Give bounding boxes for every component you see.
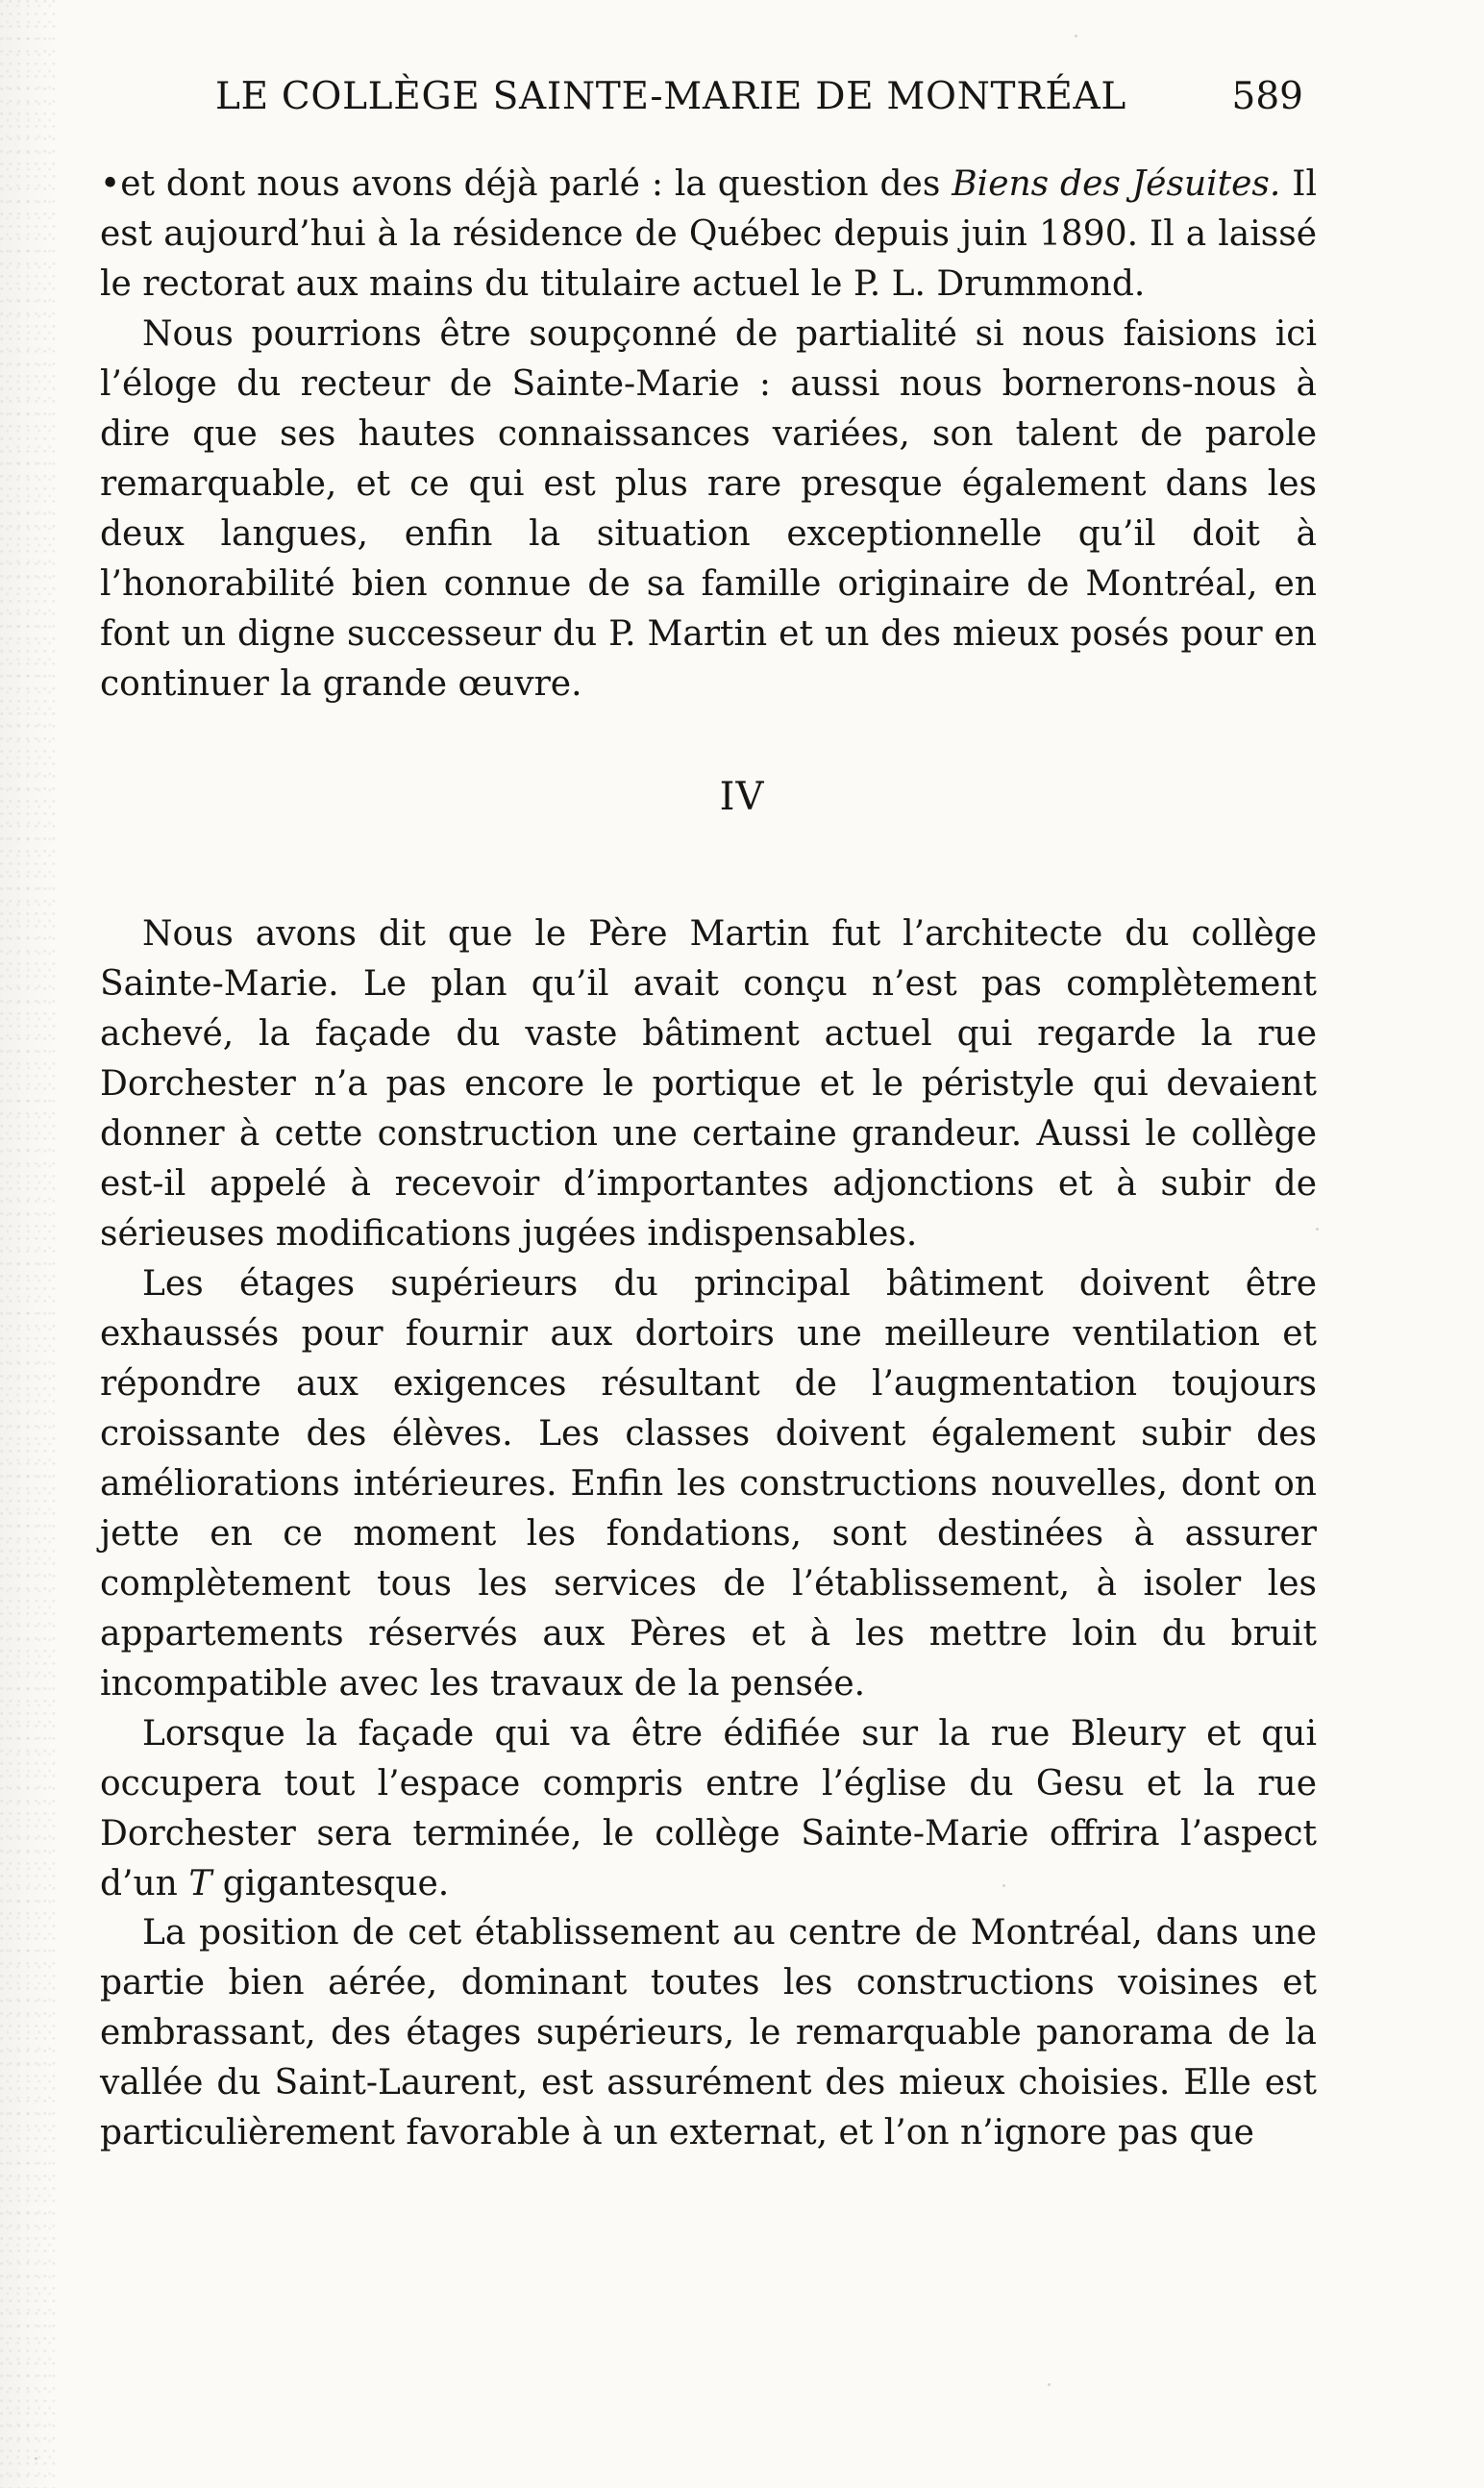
paragraph-5-italic-letter: T bbox=[188, 1864, 212, 1903]
paragraph-1 bbox=[100, 160, 1317, 310]
scan-dust-mark bbox=[1002, 1884, 1005, 1887]
page-edge-shadow bbox=[0, 0, 56, 2488]
paragraph-5-text bbox=[100, 1709, 1317, 1909]
paragraph-3-text: Nous avons dit que le Père Martin fut l’architecte du collège Sainte-Marie. Le plan qu’il avait conçu n’est pas complètement achevé, la façade du vaste bâtiment actuel qui regarde la rue Dorchester n’a pas encore le portique et le péristyle qui devaient donner à cette construction une certaine grandeur. Aussi le collège est-il appelé à recevoir d’importantes adjonctions et à subir de sérieuses modifications jugées indispensables. bbox=[100, 914, 1317, 1254]
scan-dust-mark bbox=[35, 2457, 37, 2460]
paragraph-1-text bbox=[100, 160, 1317, 310]
running-header bbox=[215, 75, 1303, 133]
scan-dust-mark bbox=[1316, 1228, 1319, 1231]
paragraph-3 bbox=[100, 909, 1317, 1259]
paragraph-1-italic-title: Biens des Jésuites. bbox=[952, 164, 1281, 204]
paragraph-6-text: La position de cet établissement au centre de Montréal, dans une partie bien aérée, dominant toutes les constructions voisines et embrassant, des étages supérieurs, le remarquable panorama de la vallée du Saint-Laurent, est assurément des mieux choisies. Elle est particulièrement favorable à un externat, et l’on n’ignore pas que bbox=[100, 1913, 1317, 2152]
paragraph-6 bbox=[100, 1908, 1317, 2158]
paragraph-5-after-italic: gigantesque. bbox=[211, 1864, 450, 1903]
running-title: LE COLLÈGE SAINTE-MARIE DE MONTRÉAL bbox=[215, 75, 1126, 118]
paragraph-1-before-italic: •et dont nous avons déjà parlé : la question des bbox=[100, 164, 952, 204]
paragraph-5 bbox=[100, 1709, 1317, 1909]
section-number: IV bbox=[719, 775, 765, 819]
scan-dust-mark bbox=[1048, 2383, 1051, 2386]
paragraph-2 bbox=[100, 310, 1317, 709]
paragraph-5-before-italic: Lorsque la façade qui va être édifiée sur la rue Bleury et qui occupera tout l’espace compris entre l’église du Gesu et la rue Dorchester sera terminée, le collège Sainte-Marie offrira l’aspect d’un bbox=[100, 1714, 1317, 1903]
paragraph-4-text: Les étages supérieurs du principal bâtiment doivent être exhaussés pour fournir aux dortoirs une meilleure ventilation et répondre aux exigences résultant de l’augmentation toujours croissante des élèves. Les classes doivent également subir des améliorations intérieures. Enfin les constructions nouvelles, dont on jette en ce moment les fondations, sont destinées à assurer complètement tous les services de l’établissement, à isoler les appartements réservés aux Pères et à les mettre loin du bruit incompatible avec les travaux de la pensée. bbox=[100, 1264, 1317, 1704]
page-number: 589 bbox=[1231, 75, 1303, 118]
paragraph-4 bbox=[100, 1259, 1317, 1709]
paragraph-2-text: Nous pourrions être soupçonné de partialité si nous faisions ici l’éloge du recteur de Sainte-Marie : aussi nous bornerons-nous à dire que ses hautes connaissances variées, son talent de parole remarquable, et ce qui est plus rare presque également dans les deux langues, enfin la situation exceptionnelle qu’il doit à l’honorabilité bien connue de sa famille originaire de Montréal, en font un digne successeur du P. Martin et un des mieux posés pour en continuer la grande œuvre. bbox=[100, 314, 1317, 704]
paragraph-1-after-italic: Il est aujourd’hui à la résidence de Québec depuis juin 1890. Il a laissé le rectorat aux mains du titulaire actuel le P. L. Drummond. bbox=[100, 164, 1317, 304]
scan-dust-mark bbox=[1075, 35, 1077, 37]
